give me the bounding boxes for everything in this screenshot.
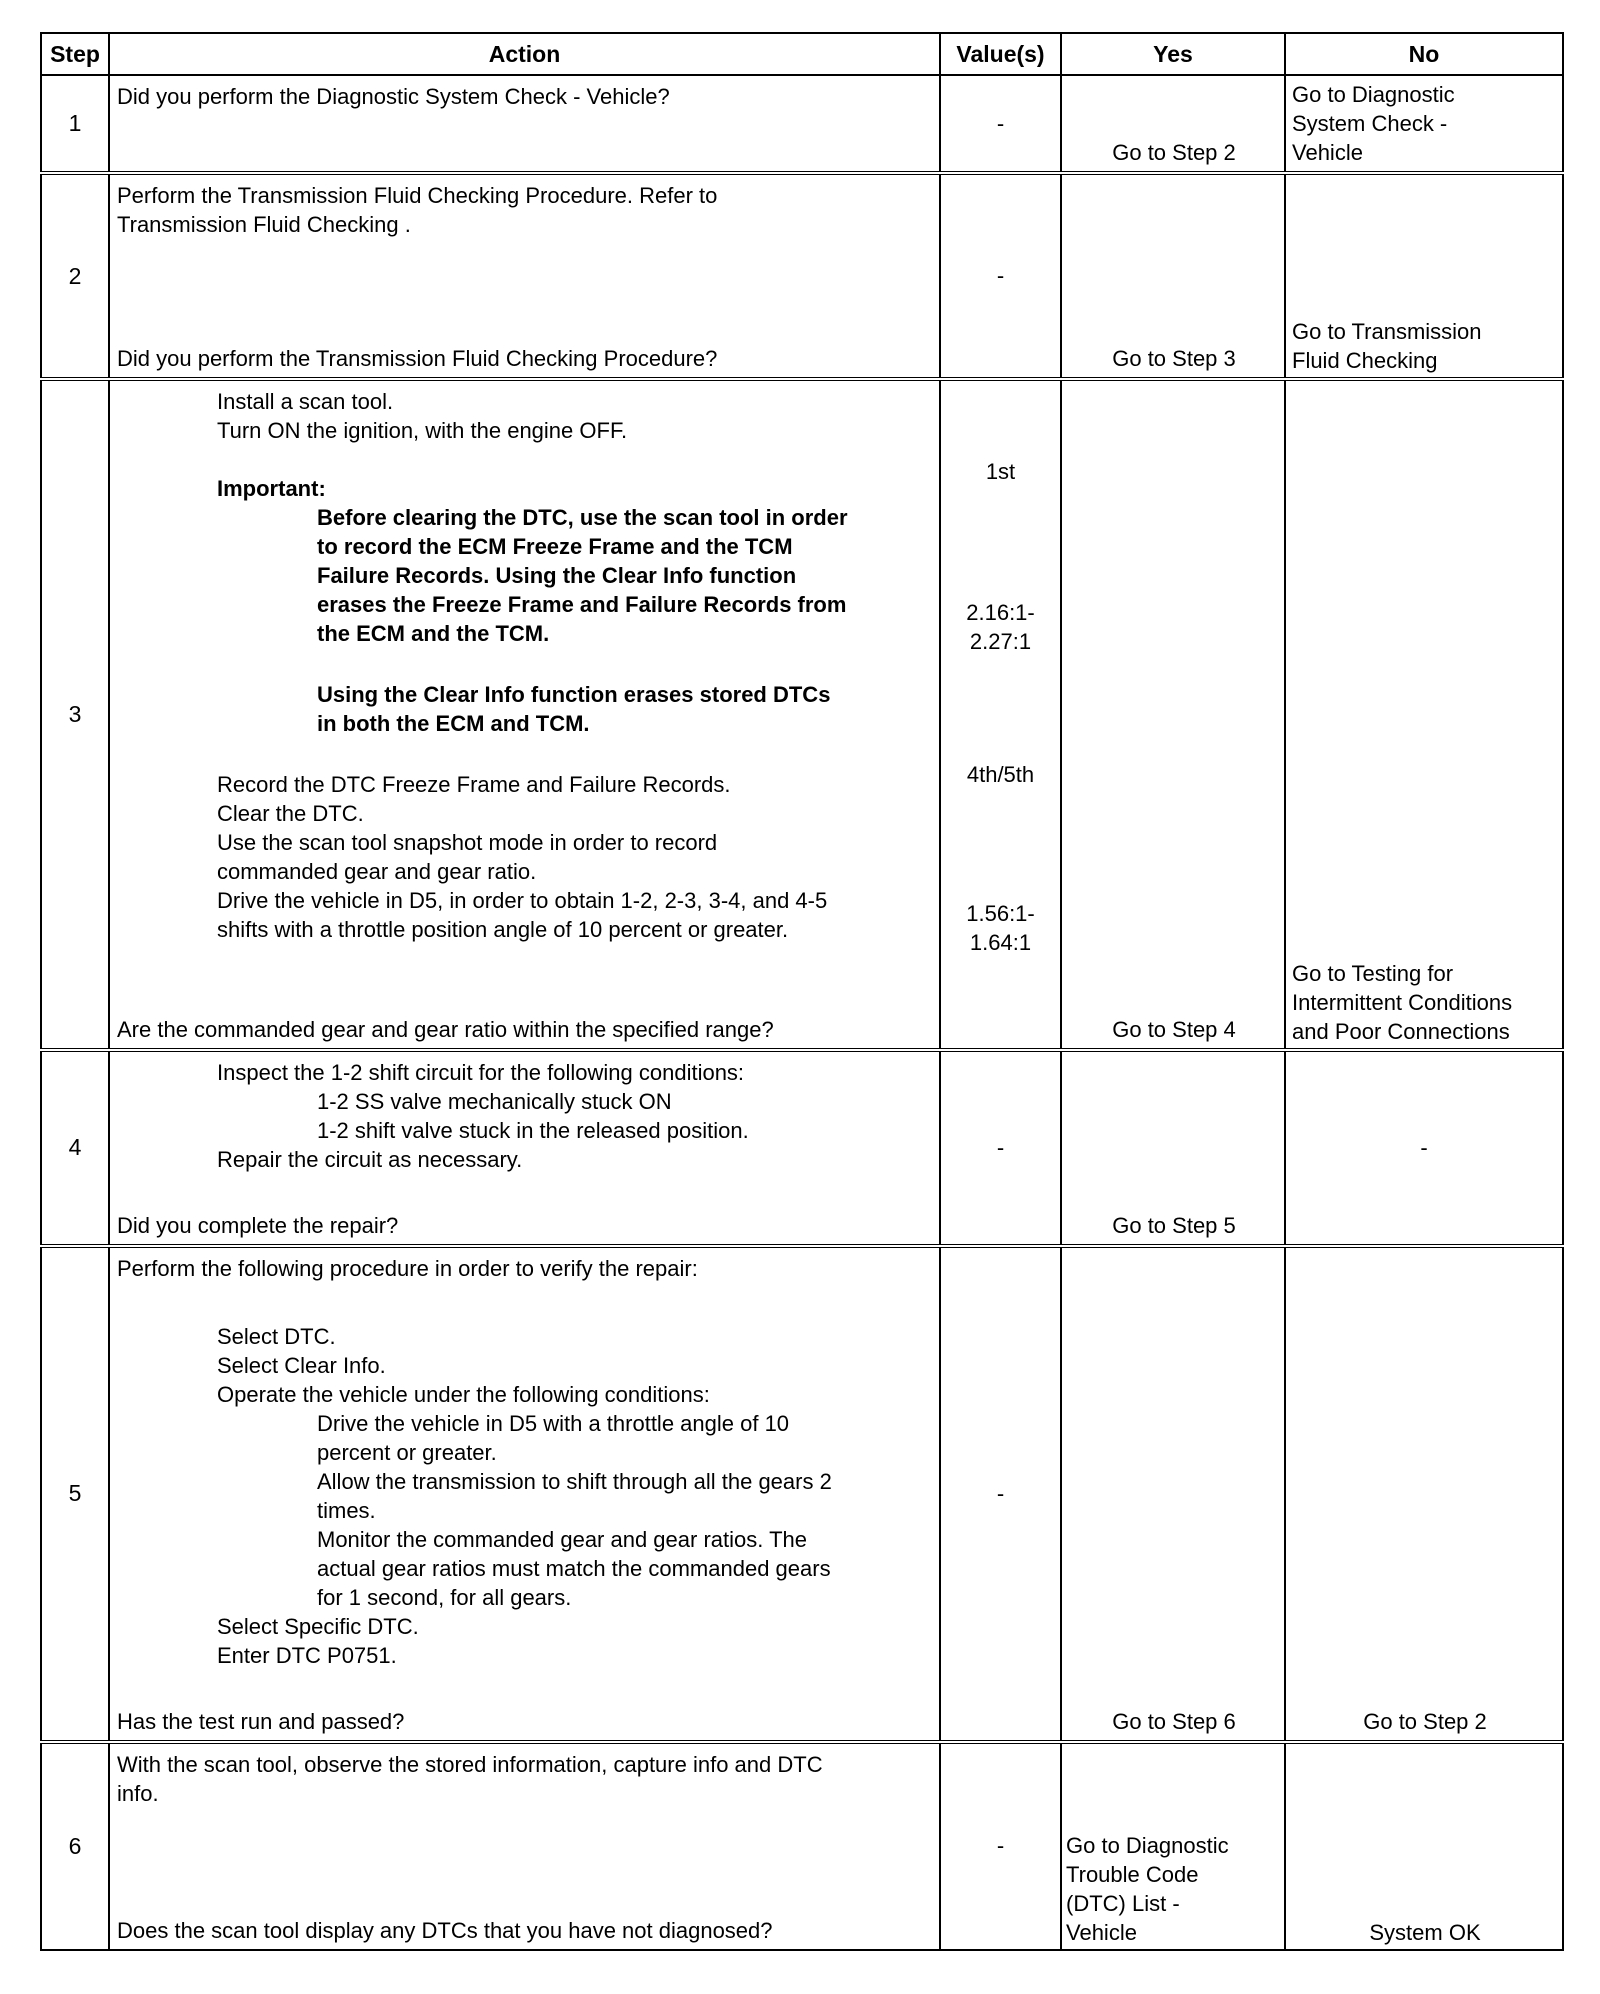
value-cell: -	[940, 1246, 1061, 1742]
yes-text: Go to Step 5	[1112, 1212, 1236, 1238]
action-cell	[109, 1246, 940, 1742]
action-text: 1-2 shift valve stuck in the released position.	[317, 1117, 749, 1143]
header-no: No	[1285, 33, 1563, 75]
step-number: 4	[41, 1050, 109, 1246]
action-text: commanded gear and gear ratio.	[217, 859, 537, 885]
action-text: Operate the vehicle under the following conditions:	[217, 1381, 710, 1407]
no-text: System Check -	[1292, 111, 1448, 137]
value-text: 2.16:1-	[966, 600, 1035, 626]
action-cell	[109, 75, 940, 173]
header-step: Step	[41, 33, 109, 75]
action-text: 1-2 SS valve mechanically stuck ON	[317, 1088, 672, 1114]
value-text: 4th/5th	[966, 762, 1035, 788]
action-text: Select Clear Info.	[217, 1352, 386, 1378]
important-note: to record the ECM Freeze Frame and the TCM	[317, 534, 793, 560]
value-cell: -	[940, 173, 1061, 379]
step-number: 1	[41, 75, 109, 173]
action-text: Drive the vehicle in D5 with a throttle angle of 10	[317, 1410, 790, 1436]
no-text: Fluid Checking	[1292, 348, 1438, 374]
action-text: Did you perform the Diagnostic System Check - Vehicle?	[117, 84, 670, 110]
action-text: for 1 second, for all gears.	[317, 1584, 572, 1610]
no-text: System OK	[1369, 1920, 1481, 1945]
no-cell	[1285, 379, 1563, 1049]
action-question: Are the commanded gear and gear ratio within the specified range?	[117, 1016, 774, 1042]
action-text: With the scan tool, observe the stored information, capture info and DTC	[117, 1751, 823, 1777]
important-note: Using the Clear Info function erases stored DTCs	[317, 682, 831, 708]
important-note: erases the Freeze Frame and Failure Records from	[317, 592, 847, 618]
header-values: Value(s)	[940, 33, 1061, 75]
yes-cell	[1061, 75, 1285, 173]
no-cell	[1285, 1246, 1563, 1742]
no-text: Intermittent Conditions	[1292, 989, 1513, 1015]
value-cell: -	[940, 1050, 1061, 1246]
diagnostic-table	[40, 32, 1564, 1951]
important-note: the ECM and the TCM.	[317, 621, 550, 647]
value-text: 1st	[985, 459, 1016, 485]
table-row	[41, 1742, 1563, 1950]
action-cell	[109, 1742, 940, 1950]
action-text: Transmission Fluid Checking .	[117, 212, 411, 238]
action-cell	[109, 379, 940, 1049]
value-cell: -	[940, 75, 1061, 173]
yes-text-group	[1066, 1831, 1280, 1947]
yes-text: Go to Step 4	[1112, 1016, 1236, 1042]
important-note: Before clearing the DTC, use the scan tool in order	[317, 505, 848, 531]
action-text: Drive the vehicle in D5, in order to obtain 1-2, 2-3, 3-4, and 4-5	[217, 888, 828, 914]
yes-cell	[1061, 1742, 1285, 1950]
no-text-group	[1292, 959, 1558, 1046]
action-text: Inspect the 1-2 shift circuit for the following conditions:	[217, 1059, 745, 1085]
action-question: Has the test run and passed?	[117, 1708, 405, 1734]
step-number: 5	[41, 1246, 109, 1742]
yes-text: Go to Step 2	[1112, 140, 1236, 166]
step-number: 6	[41, 1742, 109, 1950]
action-text: actual gear ratios must match the commanded gears	[317, 1555, 831, 1581]
action-text: Allow the transmission to shift through all the gears 2	[317, 1468, 832, 1494]
action-text: Enter DTC P0751.	[217, 1642, 397, 1668]
yes-text: Vehicle	[1066, 1920, 1137, 1945]
table-row	[41, 1050, 1563, 1246]
action-text: Record the DTC Freeze Frame and Failure Records.	[217, 772, 731, 798]
action-question: Did you perform the Transmission Fluid Checking Procedure?	[117, 346, 718, 372]
action-text: Perform the following procedure in order to verify the repair:	[117, 1255, 698, 1281]
header-yes: Yes	[1061, 33, 1285, 75]
table-row	[41, 75, 1563, 173]
value-text: 2.27:1	[969, 629, 1032, 655]
action-text: Use the scan tool snapshot mode in order to record	[217, 830, 718, 856]
action-text: info.	[117, 1780, 159, 1806]
important-label: Important:	[217, 476, 326, 502]
action-question: Did you complete the repair?	[117, 1212, 399, 1238]
yes-text: Trouble Code	[1066, 1862, 1199, 1887]
no-cell: -	[1285, 1050, 1563, 1246]
value-cell	[940, 379, 1061, 1049]
action-text: Clear the DTC.	[217, 801, 364, 827]
yes-text: Go to Diagnostic	[1066, 1833, 1229, 1858]
action-text: shifts with a throttle position angle of 10 percent or greater.	[217, 917, 789, 943]
step-number: 2	[41, 173, 109, 379]
no-text: Vehicle	[1292, 140, 1363, 166]
yes-cell	[1061, 1246, 1285, 1742]
yes-cell	[1061, 379, 1285, 1049]
value-text-group	[941, 899, 1060, 957]
action-text: Repair the circuit as necessary.	[217, 1146, 523, 1172]
header-action: Action	[109, 33, 940, 75]
no-text: Go to Testing for	[1292, 960, 1454, 986]
value-text-group	[941, 598, 1060, 656]
action-cell	[109, 173, 940, 379]
action-text: percent or greater.	[317, 1439, 497, 1465]
yes-cell	[1061, 173, 1285, 379]
action-text: Perform the Transmission Fluid Checking Procedure. Refer to	[117, 183, 718, 209]
yes-cell	[1061, 1050, 1285, 1246]
action-text: Select Specific DTC.	[217, 1613, 419, 1639]
step-number: 3	[41, 379, 109, 1049]
no-cell	[1285, 75, 1563, 173]
action-text: Monitor the commanded gear and gear ratios. The	[317, 1526, 807, 1552]
action-text: Install a scan tool.	[217, 389, 394, 415]
no-text: Go to Diagnostic	[1292, 82, 1455, 108]
action-text: Select DTC.	[217, 1323, 336, 1349]
action-question: Does the scan tool display any DTCs that you have not diagnosed?	[117, 1918, 773, 1943]
action-text: times.	[317, 1497, 376, 1523]
yes-text: Go to Step 3	[1112, 346, 1236, 372]
no-cell	[1285, 173, 1563, 379]
header-row	[41, 33, 1563, 75]
action-text: Turn ON the ignition, with the engine OFF.	[217, 418, 628, 444]
no-text: Go to Step 2	[1363, 1708, 1487, 1734]
table-row	[41, 173, 1563, 379]
yes-text: (DTC) List -	[1066, 1891, 1180, 1916]
no-text: Go to Transmission	[1292, 319, 1482, 345]
important-note: in both the ECM and TCM.	[317, 711, 590, 737]
action-cell	[109, 1050, 940, 1246]
value-cell: -	[940, 1742, 1061, 1950]
table-row	[41, 379, 1563, 1049]
no-text-group	[1292, 317, 1558, 375]
table-row	[41, 1246, 1563, 1742]
value-text: 1.56:1-	[966, 901, 1035, 927]
yes-text: Go to Step 6	[1112, 1708, 1236, 1734]
value-text: 1.64:1	[969, 930, 1032, 956]
no-cell	[1285, 1742, 1563, 1950]
important-note: Failure Records. Using the Clear Info function	[317, 563, 797, 589]
no-text: and Poor Connections	[1292, 1018, 1510, 1044]
